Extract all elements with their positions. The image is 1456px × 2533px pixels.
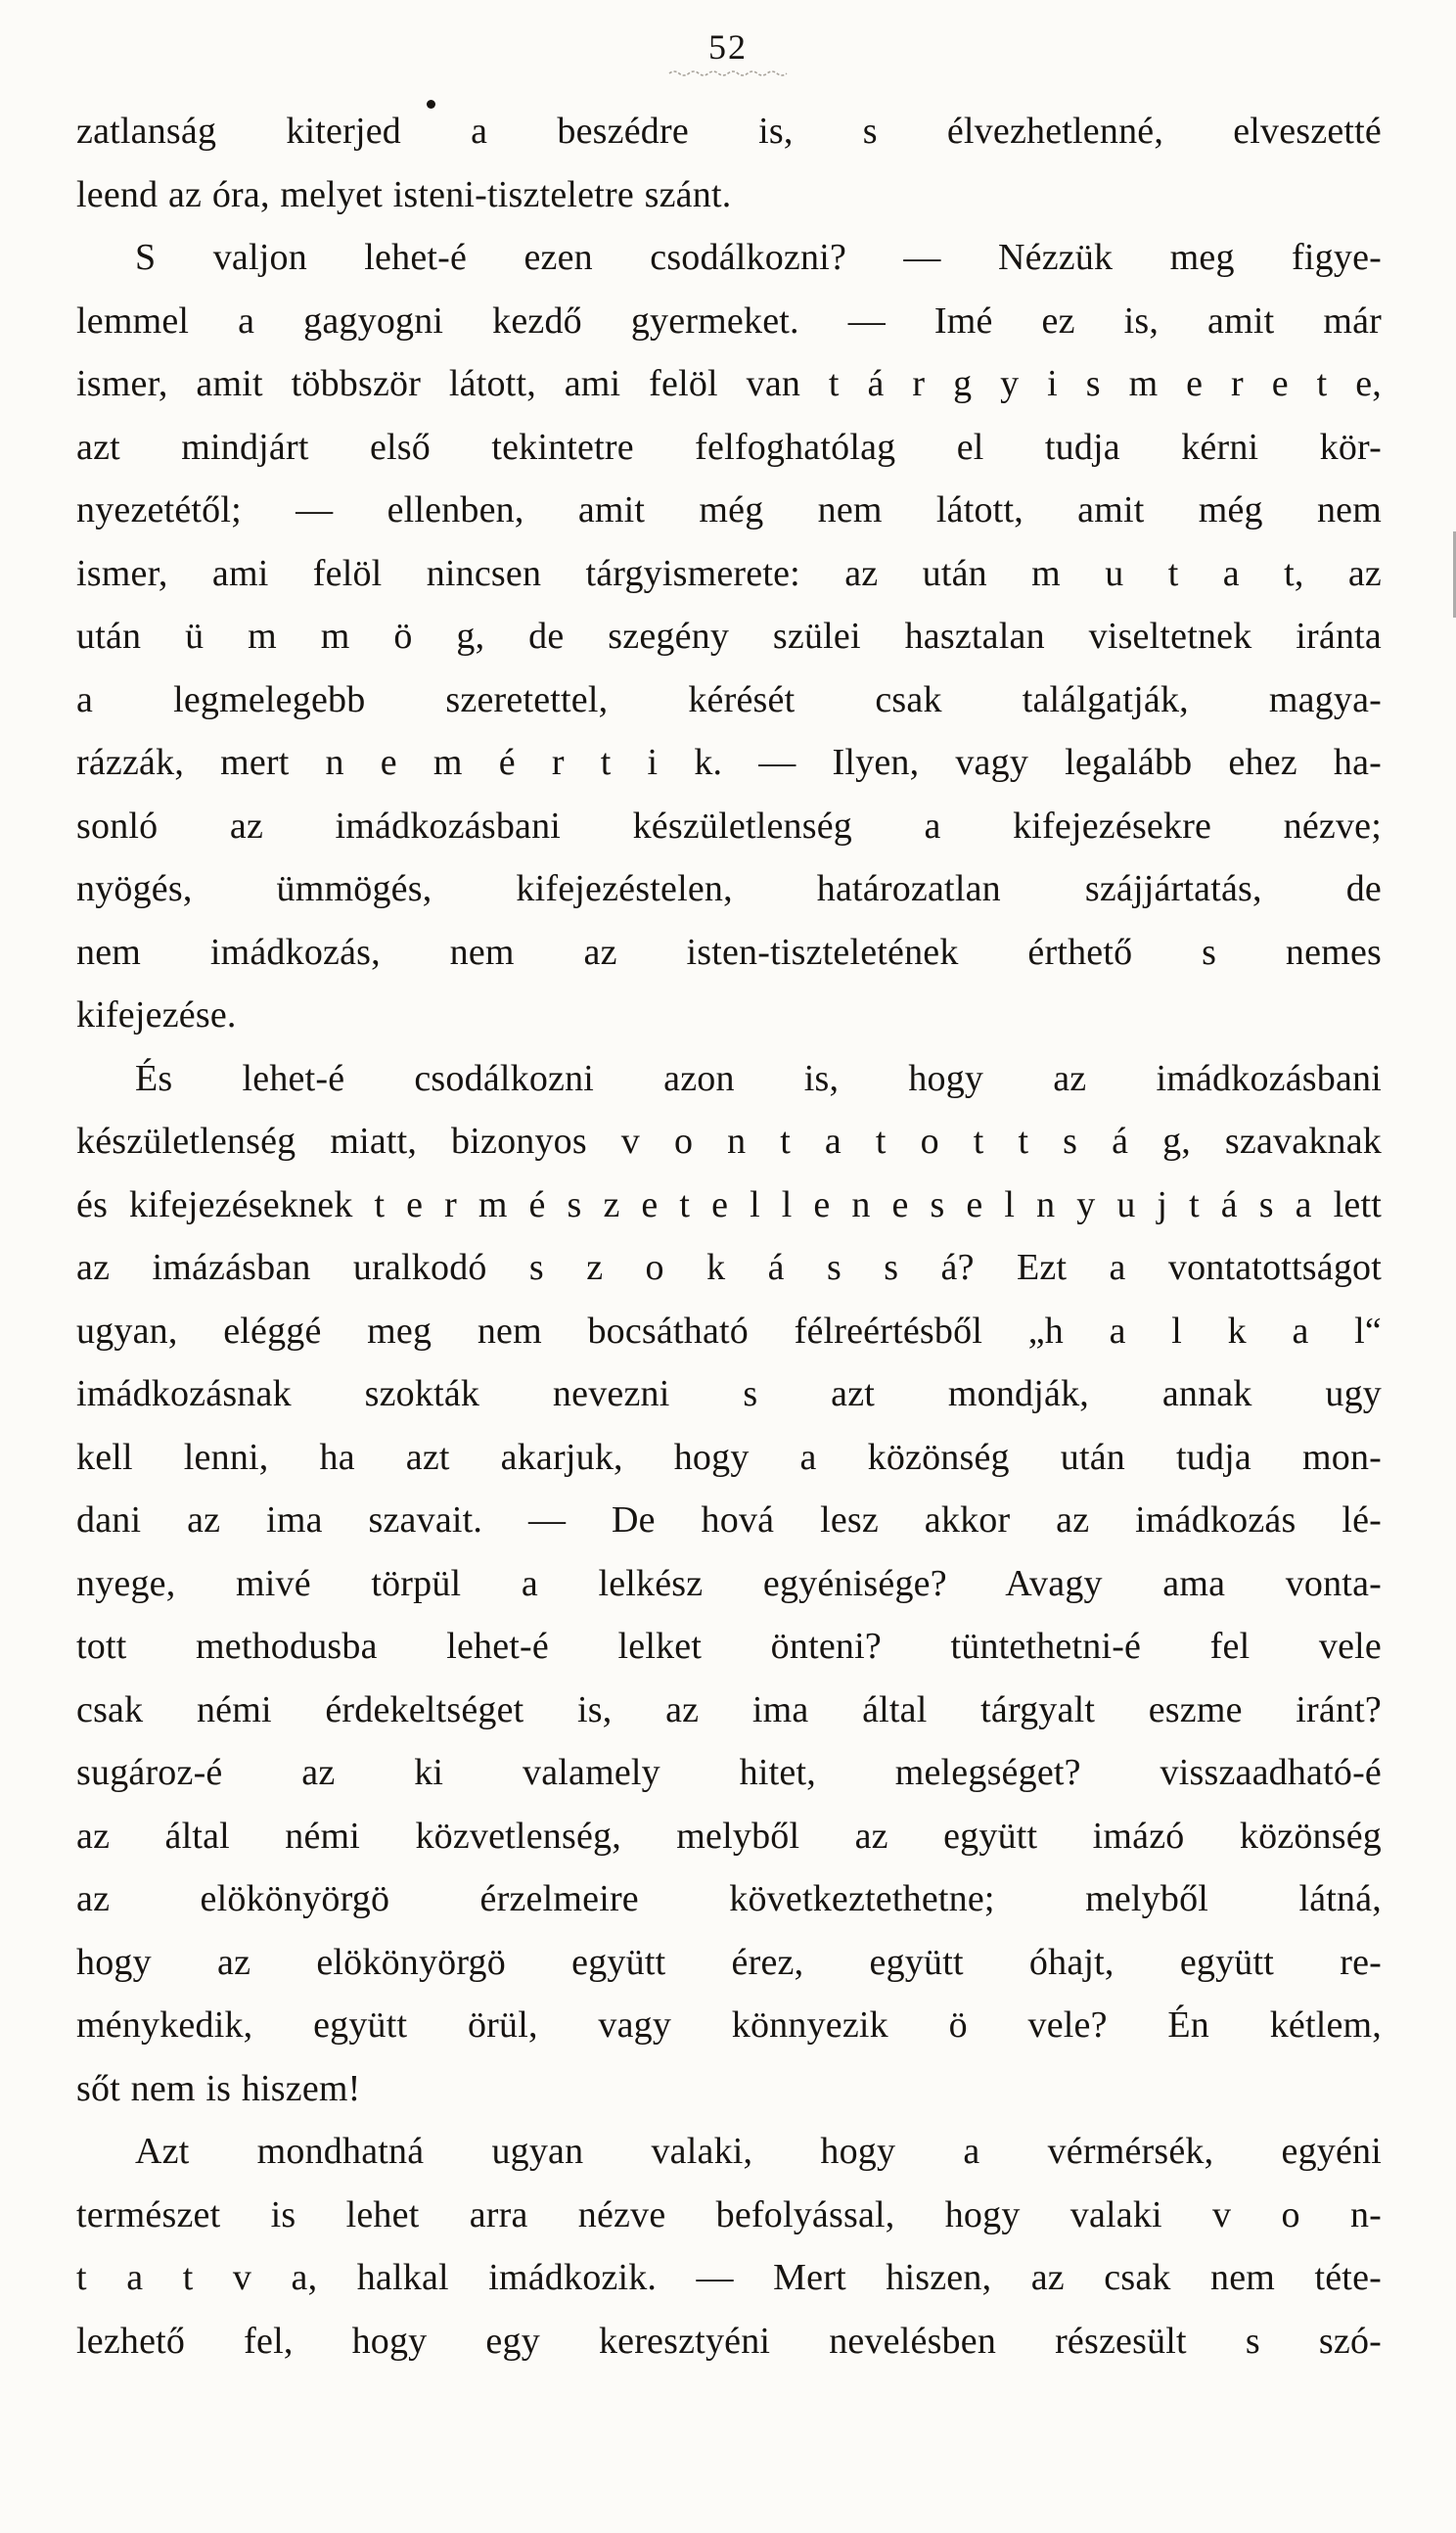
text-line: ismer, amit többször látott, ami felöl van t á r g y i s m e r e t e, [76, 363, 1382, 404]
text-line: ismer, ami felöl nincsen tárgyismerete: az után m u t a t, az [76, 552, 1382, 594]
text-line: kifejezése. [76, 994, 237, 1036]
text-line: sugároz-é az ki valamely hitet, melegséget? visszaadható-é [76, 1752, 1382, 1793]
text-line: S valjon lehet-é ezen csodálkozni? — Nézzük meg figye- [135, 237, 1382, 278]
text-block [76, 100, 1382, 2372]
page-number: 52 [708, 27, 748, 67]
text-line: rázzák, mert n e m é r t i k. — Ilyen, vagy legalább ehez ha- [76, 742, 1382, 783]
text-line: És lehet-é csodálkozni azon is, hogy az imádkozásbani [135, 1057, 1382, 1099]
text-line: az imázásban uralkodó s z o k á s s á? Ezt a vontatottságot [76, 1247, 1382, 1288]
text-line: a legmelegebb szeretettel, kérését csak találgatják, magya- [76, 678, 1382, 720]
ink-dot-artifact [427, 100, 435, 109]
text-line: ugyan, eléggé meg nem bocsátható félreértésből „h a l k a l“ [76, 1310, 1382, 1352]
text-line: az elökönyörgö érzelmeire következtethetne; melyből látná, [76, 1878, 1382, 1919]
text-line: készületlenség miatt, bizonyos v o n t a t o t t s á g, szavaknak [76, 1121, 1382, 1162]
text-line: tott methodusba lehet-é lelket önteni? tüntethetni-é fel vele [76, 1626, 1382, 1667]
text-line: sőt nem is hiszem! [76, 2067, 361, 2109]
text-line: nyege, mivé törpül a lelkész egyénisége? Avagy ama vonta- [76, 1562, 1382, 1604]
text-line: leend az óra, melyet isteni-tiszteletre szánt. [76, 173, 732, 215]
text-line: ménykedik, együtt örül, vagy könnyezik ö vele? Én kétlem, [76, 2004, 1382, 2046]
text-line: azt mindjárt első tekintetre felfoghatólag el tudja kérni kör- [76, 426, 1382, 468]
text-line: imádkozásnak szokták nevezni s azt mondják, annak ugy [76, 1373, 1382, 1414]
text-line: nyezetétől; — ellenben, amit még nem látott, amit még nem [76, 489, 1382, 530]
text-line: dani az ima szavait. — De hová lesz akkor az imádkozás lé- [76, 1499, 1382, 1541]
text-line: Azt mondhatná ugyan valaki, hogy a vérmérsék, egyéni [135, 2131, 1382, 2172]
text-line: az által némi közvetlenség, melyből az együtt imázó közönség [76, 1815, 1382, 1857]
text-line: hogy az elökönyörgö együtt érez, együtt óhajt, együtt re- [76, 1941, 1382, 1983]
text-line: lemmel a gagyogni kezdő gyermeket. — Imé ez is, amit már [76, 299, 1382, 342]
text-line: sonló az imádkozásbani készületlenség a kifejezésekre nézve; [76, 805, 1382, 847]
text-line: után ü m m ö g, de szegény szülei hasztalan viseltetnek iránta [76, 616, 1382, 657]
text-line: kell lenni, ha azt akarjuk, hogy a közönség után tudja mon- [76, 1436, 1382, 1478]
text-line: és kifejezéseknek t e r m é s z e t e l l e n e s e l n y u j t á s a lett [76, 1183, 1382, 1225]
page-number-underline [668, 69, 788, 78]
text-line: zatlanság kiterjed a beszédre is, s élvezhetlenné, elveszetté [76, 111, 1382, 152]
text-line: természet is lehet arra nézve befolyással, hogy valaki v o n- [76, 2193, 1382, 2235]
text-line: csak némi érdekeltséget is, az ima által tárgyalt eszme iránt? [76, 1688, 1382, 1730]
text-line: lezhető fel, hogy egy keresztyéni nevelésben részesült s szó- [76, 2320, 1382, 2362]
text-line: nyögés, ümmögés, kifejezéstelen, határozatlan szájjártatás, de [76, 868, 1382, 909]
text-line: t a t v a, halkal imádkozik. — Mert hiszen, az csak nem téte- [76, 2257, 1382, 2298]
text-line: nem imádkozás, nem az isten-tiszteletének érthető s nemes [76, 931, 1382, 973]
